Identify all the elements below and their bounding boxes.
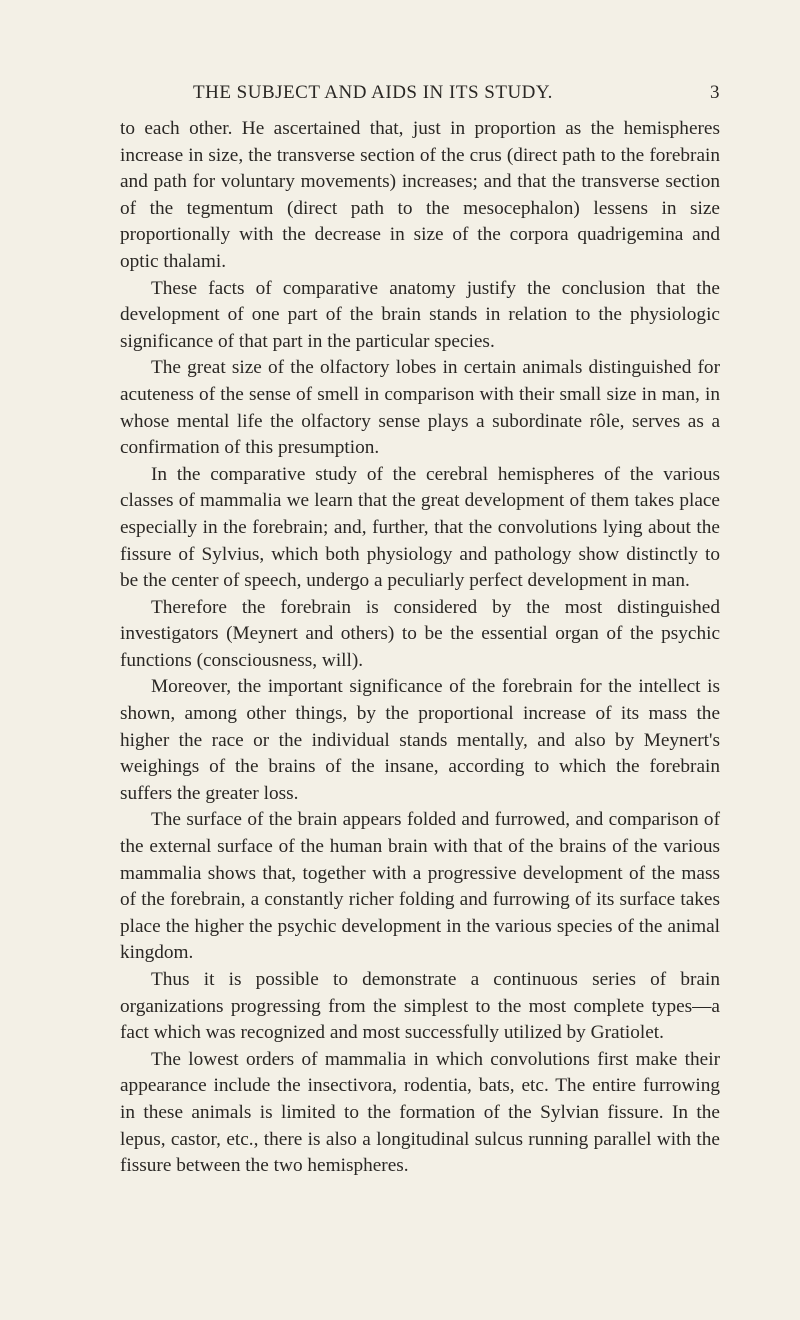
running-header xyxy=(120,82,720,112)
running-title: THE SUBJECT AND AIDS IN ITS STUDY. xyxy=(193,82,553,103)
paragraph: Therefore the forebrain is considered by the most distinguished investigators (Meynert and others) to be the essential organ of the psychic functions (consciousness, will). xyxy=(120,596,720,671)
paragraph: The surface of the brain appears folded and furrowed, and comparison of the external surface of the human brain with that of the brains of the various mammalia shows that, together with a progressive development of the mass of the forebrain, a constantly richer folding and furrowing of its surface takes place the higher the psychic development in the various species of the animal kingdom. xyxy=(120,809,720,964)
paragraph: The great size of the olfactory lobes in certain animals distinguished for acuteness of the sense of smell in comparison with their small size in man, in whose mental life the olfactory sense plays a subordinate rôle, serves as a confirmation of this presumption. xyxy=(120,357,720,459)
paragraph: The lowest orders of mammalia in which convolutions first make their appearance include the insectivora, rodentia, bats, etc. The entire furrowing in these animals is limited to the formation of the Sylvian fissure. In the lepus, castor, etc., there is also a longitudinal sulcus running parallel with the fissure between the two hemispheres. xyxy=(120,1048,720,1177)
paragraph: to each other. He ascertained that, just in proportion as the hemispheres increase in size, the transverse section of the crus (direct path to the forebrain and path for voluntary movements) increases; and that the transverse section of the tegmentum (direct path to the mesocephalon) lessens in size proportionally with the decrease in size of the corpora quadrigemina and optic thalami. xyxy=(120,118,720,272)
paragraph: Moreover, the important significance of the forebrain for the intellect is shown, among other things, by the proportional increase of its mass the higher the race or the individual stands mentally, and also by Meynert's weighings of the brains of the insane, according to which the forebrain suffers the greater loss. xyxy=(120,676,720,804)
body-text xyxy=(120,116,720,1180)
page-number: 3 xyxy=(710,82,720,103)
paragraph: These facts of comparative anatomy justify the conclusion that the development of one part of the brain stands in relation to the physiologic significance of that part in the particular species. xyxy=(120,277,720,352)
paragraph: In the comparative study of the cerebral hemispheres of the various classes of mammalia we learn that the great development of them takes place especially in the forebrain; and, further, that the convolutions lying about the fissure of Sylvius, which both physiology and pathology show distinctly to be the center of speech, undergo a peculiarly perfect development in man. xyxy=(120,463,720,592)
paragraph: Thus it is possible to demonstrate a continuous series of brain organizations progressing from the simplest to the most complete types—a fact which was recognized and most successfully utilized by Gratiolet. xyxy=(120,969,720,1044)
